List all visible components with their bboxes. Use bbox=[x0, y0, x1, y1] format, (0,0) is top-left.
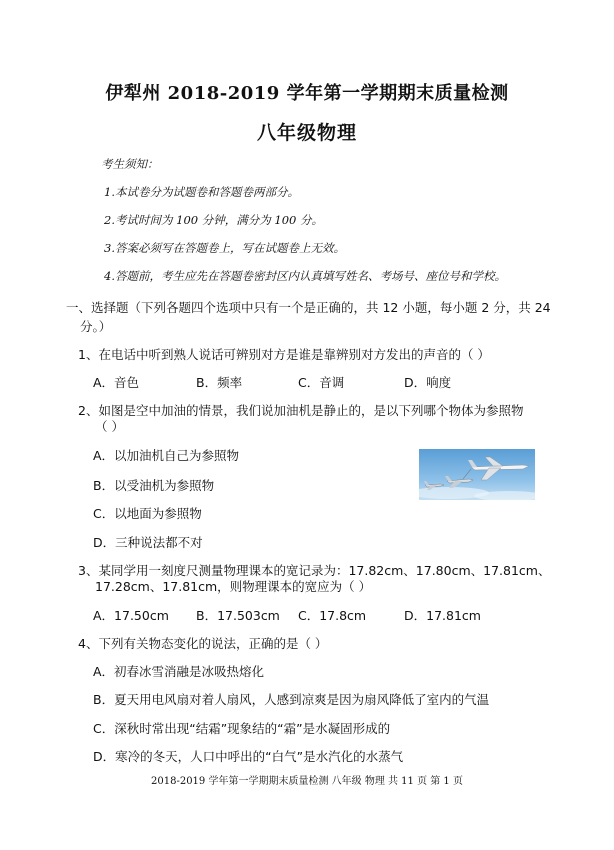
question-4-option-c: C．深秋时常出现“结霜”现象结的“霜”是水凝固形成的 bbox=[93, 721, 391, 736]
aerial-refueling-photo bbox=[419, 449, 535, 500]
question-3-stem-cont: 17.28cm、17.81cm，则物理课本的宽应为（ ） bbox=[95, 579, 372, 594]
question-2-option-d: D．三种说法都不对 bbox=[93, 535, 203, 550]
question-2-option-b: B．以受油机为参照物 bbox=[93, 478, 215, 493]
question-4-option-a: A．初春冰雪消融是冰吸热熔化 bbox=[93, 664, 265, 679]
question-1-option-b: B．频率 bbox=[196, 375, 243, 390]
question-1-option-d: D．响度 bbox=[404, 375, 452, 390]
question-1-option-a: A．音色 bbox=[93, 375, 140, 390]
notice-item-4: 4.答题前，考生应先在答题卷密封区内认真填写姓名、考场号、座位号和学校。 bbox=[104, 269, 506, 283]
question-3-option-a: A．17.50cm bbox=[93, 608, 169, 623]
notice-heading: 考生须知： bbox=[101, 157, 159, 171]
question-3-option-d: D．17.81cm bbox=[404, 608, 481, 623]
question-2-stem-cont: （ ） bbox=[95, 419, 124, 434]
notice-item-2: 2.考试时间为 100 分钟，满分为 100 分。 bbox=[104, 213, 323, 227]
notice-item-3: 3.答案必须写在答题卷上，写在试题卷上无效。 bbox=[104, 241, 345, 255]
exam-subject: 八年级物理 bbox=[256, 122, 357, 144]
question-1-option-c: C．音调 bbox=[298, 375, 345, 390]
question-4-option-b: B．夏天用电风扇对着人扇风，人感到凉爽是因为扇风降低了室内的气温 bbox=[93, 692, 490, 707]
exam-title: 伊犁州 2018-2019 学年第一学期期末质量检测 bbox=[105, 83, 509, 104]
question-1-stem: 1、在电话中听到熟人说话可辨别对方是谁是靠辨别对方发出的声音的（ ） bbox=[78, 347, 490, 362]
question-2-option-a: A．以加油机自己为参照物 bbox=[93, 448, 240, 463]
question-3-option-b: B．17.503cm bbox=[196, 608, 280, 623]
question-3-option-c: C．17.8cm bbox=[298, 608, 367, 623]
question-4-option-d: D．寒冷的冬天，人口中呼出的“白气”是水汽化的水蒸气 bbox=[93, 749, 404, 764]
notice-item-1: 1.本试卷分为试题卷和答题卷两部分。 bbox=[104, 185, 299, 199]
question-3-stem: 3、某同学用一刻度尺测量物理课本的宽记录为：17.82cm、17.80cm、17.81cm、 bbox=[78, 563, 551, 578]
section-heading-cont: 分。） bbox=[80, 319, 112, 334]
question-4-stem: 4、下列有关物态变化的说法，正确的是（ ） bbox=[78, 636, 328, 651]
question-2-option-c: C．以地面为参照物 bbox=[93, 506, 202, 521]
question-2-stem: 2、如图是空中加油的情景，我们说加油机是静止的，是以下列哪个物体为参照物 bbox=[78, 403, 524, 418]
page-footer: 2018-2019 学年第一学期期末质量检测 八年级 物理 共 11 页 第 1 页 bbox=[151, 776, 463, 787]
section-heading: 一、选择题（下列各题四个选项中只有一个是正确的，共 12 小题，每小题 2 分，共 24 bbox=[66, 300, 551, 315]
